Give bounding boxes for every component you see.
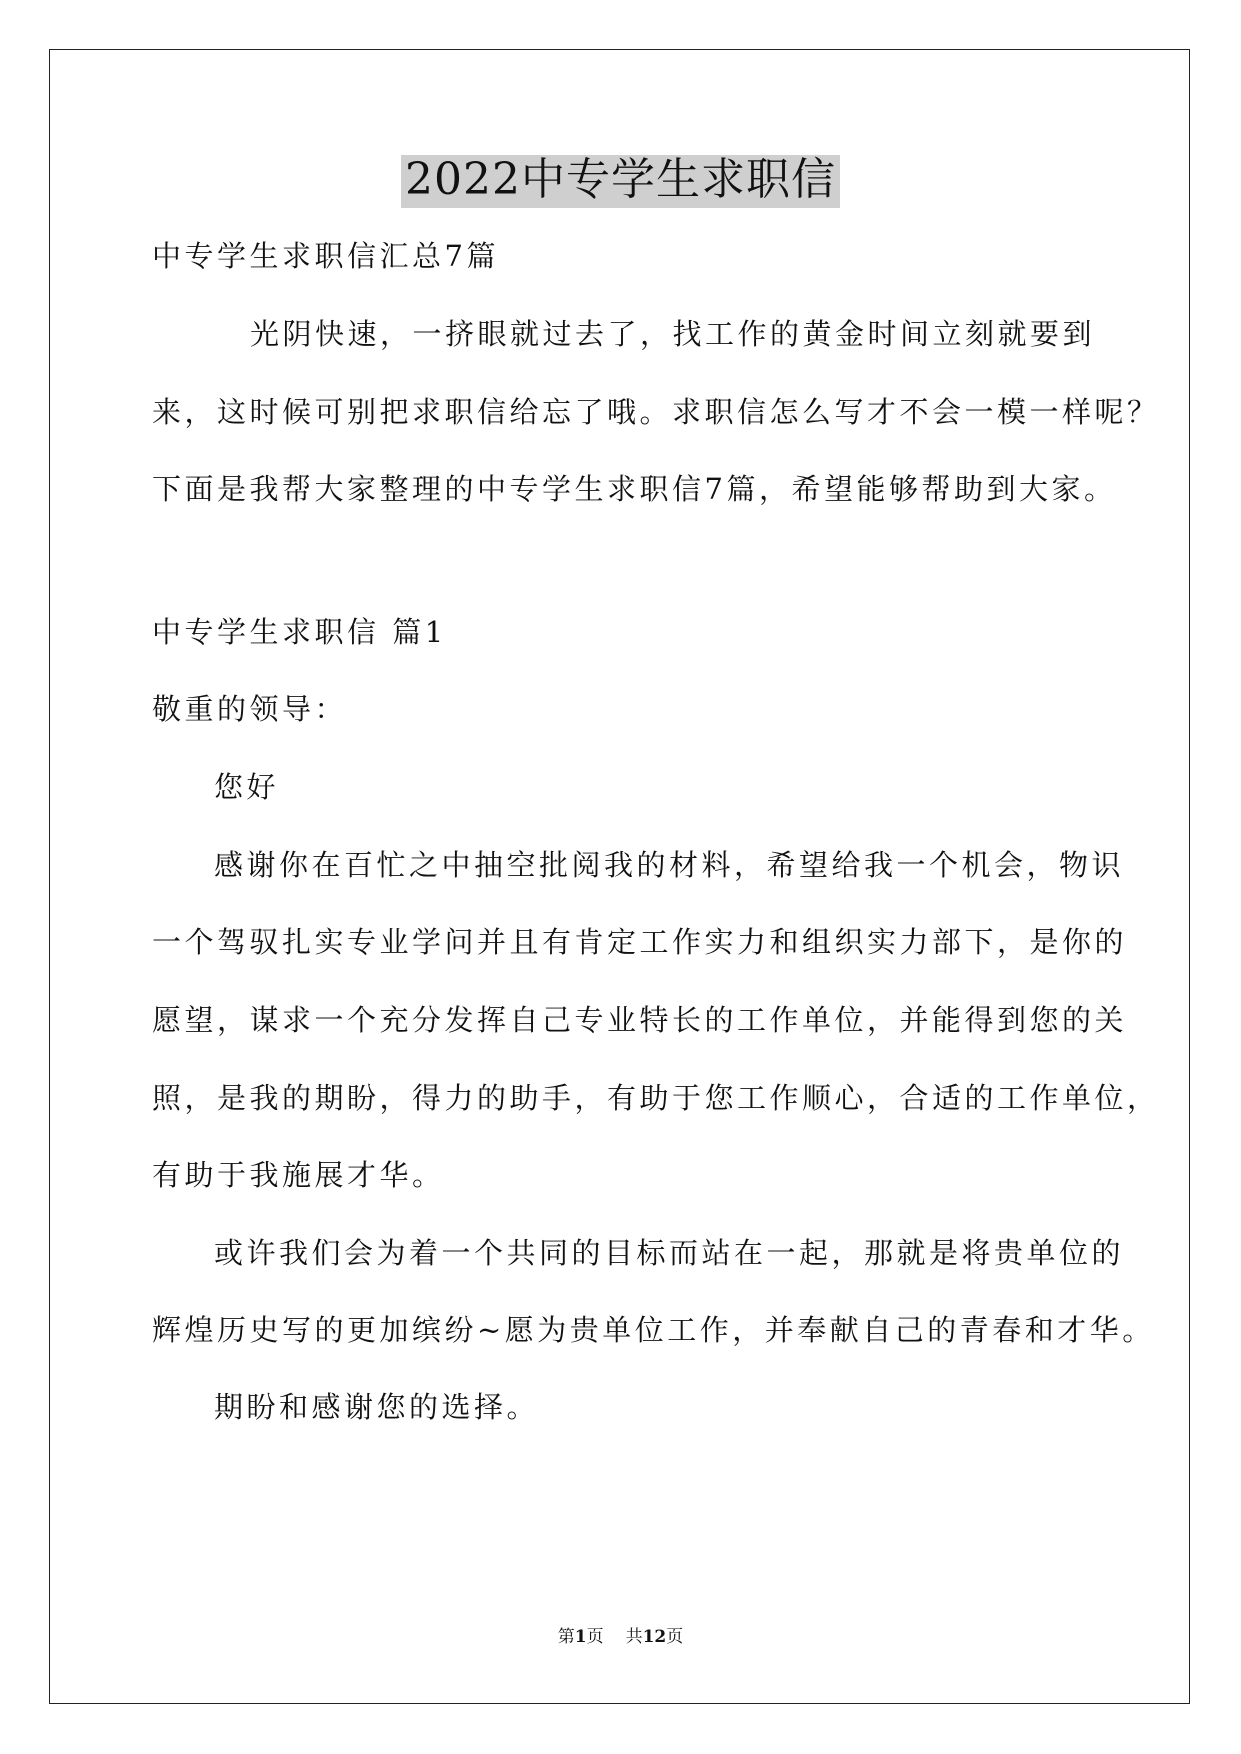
letter-paragraph-2-line-2: 辉煌历史写的更加缤纷~愿为贵单位工作，并奉献自己的青春和才华。: [152, 1313, 1155, 1347]
document-title-text: 2022中专学生求职信: [401, 155, 840, 208]
page-number-footer: [0, 1626, 1241, 1648]
footer-page-prefix: 第: [557, 1627, 575, 1647]
intro-paragraph-line-2: 来，这时候可别把求职信给忘了哦。求职信怎么写才不会一模一样呢？: [152, 395, 1160, 429]
letter-paragraph-2-line-1: 或许我们会为着一个共同的目标而站在一起，那就是将贵单位的: [214, 1236, 1125, 1270]
letter-paragraph-1-line-2: 一个驾驭扎实专业学问并且有肯定工作实力和组织实力部下，是你的: [152, 925, 1128, 959]
footer-page-unit: 页: [586, 1627, 604, 1647]
letter-paragraph-1-line-3: 愿望，谋求一个充分发挥自己专业特长的工作单位，并能得到您的关: [152, 1003, 1128, 1037]
footer-total-unit: 页: [666, 1627, 684, 1647]
salutation: 敬重的领导：: [152, 692, 348, 726]
letter-paragraph-1-line-4: 照，是我的期盼，得力的助手，有助于您工作顺心，合适的工作单位，: [152, 1081, 1160, 1115]
footer-page-current: 1: [574, 1627, 587, 1647]
letter-paragraph-3: 期盼和感谢您的选择。: [214, 1390, 540, 1424]
letter-paragraph-1-line-5: 有助于我施展才华。: [152, 1158, 445, 1192]
section-heading: 中专学生求职信 篇1: [152, 615, 447, 649]
intro-paragraph-line-1: 光阴快速，一挤眼就过去了，找工作的黄金时间立刻就要到: [250, 317, 1096, 351]
footer-total-prefix: 共: [625, 1627, 643, 1647]
document-title: [0, 155, 1241, 208]
greeting: 您好: [214, 770, 280, 804]
letter-paragraph-1-line-1: 感谢你在百忙之中抽空批阅我的材料，希望给我一个机会，物识: [214, 848, 1125, 882]
intro-paragraph-line-3: 下面是我帮大家整理的中专学生求职信7篇，希望能够帮助到大家。: [152, 472, 1117, 506]
footer-page-total: 12: [642, 1627, 667, 1647]
subtitle-line: 中专学生求职信汇总7篇: [152, 239, 499, 273]
